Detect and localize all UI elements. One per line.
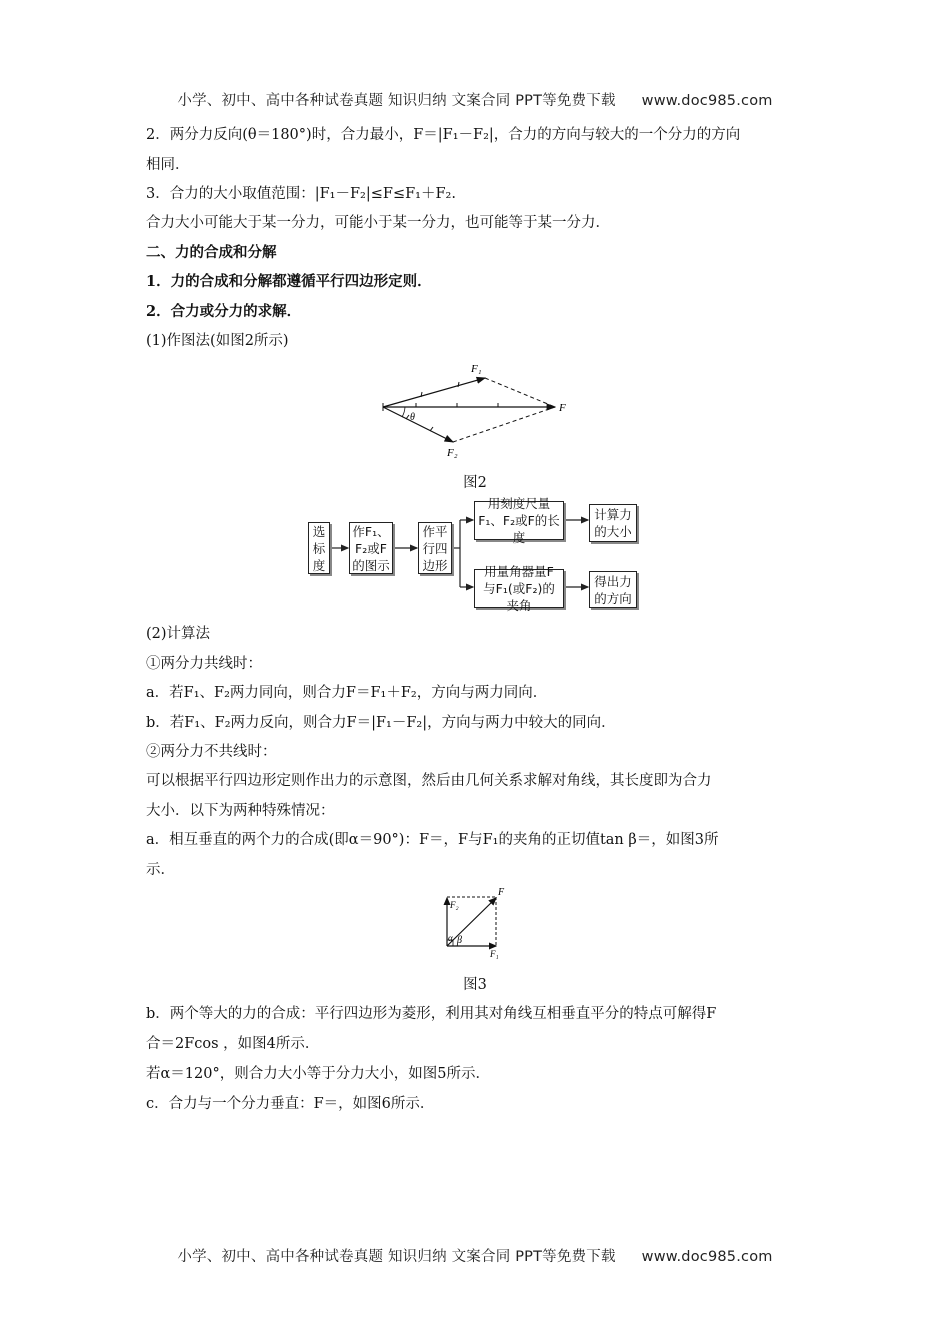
text-line-10: ①两分力共线时：: [146, 656, 262, 672]
text-line-21: c．合力与一个分力垂直：F＝，如图6所示．: [146, 1096, 435, 1112]
text-line-11: a．若F₁、F₂两力同向，则合力F＝F₁＋F₂，方向与两力同向．: [146, 685, 548, 701]
flow-result-direction: 得出力的方向: [589, 571, 637, 608]
section-heading: 二、力的合成和分解: [146, 244, 277, 261]
label-f1: F₁: [471, 363, 482, 375]
text-line-14: 可以根据平行四边形定则作出力的示意图，然后由几何关系求解对角线，其长度即为合力: [146, 773, 712, 789]
flow-step-select-scale: 选标度: [308, 522, 330, 574]
figure-2-caption: 图2: [463, 475, 487, 491]
figure-3-diagram: [440, 886, 510, 958]
text-line-9: (2)计算法: [146, 626, 211, 642]
footer-text: 小学、初中、高中各种试卷真题 知识归纳 文案合同 PPT等免费下载: [177, 1249, 616, 1265]
figure-3-caption: 图3: [463, 977, 487, 993]
flowchart-arrows: [300, 495, 650, 615]
footer-site-link[interactable]: www.doc985.com: [641, 1249, 773, 1265]
text-line-4: 合力大小可能大于某一分力，可能小于某一分力，也可能等于某一分力．: [146, 215, 610, 231]
label-f: F: [559, 402, 566, 414]
flow-branch-measure-length: 用刻度尺量F₁、F₂或F的长度: [474, 501, 564, 540]
text-line-18: b．两个等大的力的合成：平行四边形为菱形，利用其对角线互相垂直平分的特点可解得F: [146, 1006, 717, 1022]
header-text: 小学、初中、高中各种试卷真题 知识归纳 文案合同 PPT等免费下载: [177, 93, 616, 109]
label-f2: F₂: [447, 447, 458, 459]
text-line-20: 若α＝120°，则合力大小等于分力大小，如图5所示．: [146, 1066, 490, 1082]
label-f2: F₂: [450, 900, 459, 910]
figure-2-diagram: [375, 360, 585, 460]
flow-step-draw-forces: 作F₁、F₂或F的图示: [349, 522, 393, 574]
text-line-1: 2．两分力反向(θ＝180°)时，合力最小，F＝|F₁－F₂|，合力的方向与较大的一个分力的方向: [146, 127, 741, 143]
text-line-13: ②两分力不共线时：: [146, 744, 277, 760]
flow-result-magnitude: 计算力的大小: [589, 504, 637, 542]
text-line-8: (1)作图法(如图2所示): [146, 333, 289, 349]
theta-arc: [402, 407, 405, 417]
label-beta: β: [457, 935, 462, 946]
text-line-3: 3．合力的大小取值范围：|F₁－F₂|≤F≤F₁＋F₂.: [146, 186, 456, 202]
label-theta: θ: [410, 412, 415, 423]
page-header: [0, 89, 950, 110]
text-line-7: 2．合力或分力的求解．: [146, 303, 302, 320]
flow-step-draw-parallelogram: 作平行四边形: [418, 522, 452, 574]
label-f1: F₁: [490, 949, 499, 959]
label-f: F: [498, 887, 505, 898]
dashed-edge-top: [485, 378, 555, 407]
text-line-15: 大小．以下为两种特殊情况：: [146, 803, 335, 819]
label-alpha: α: [448, 933, 453, 943]
text-line-2: 相同．: [146, 157, 190, 173]
text-line-6: 1．力的合成和分解都遵循平行四边形定则．: [146, 273, 432, 290]
text-line-19: 合＝2Fcos ，如图4所示．: [146, 1036, 320, 1052]
text-line-17: 示．: [146, 862, 175, 878]
flow-branch-measure-angle: 用量角器量F与F₁(或F₂)的夹角: [474, 569, 564, 608]
f2-vector: [383, 407, 453, 442]
header-site-link[interactable]: www.doc985.com: [641, 93, 773, 109]
text-line-12: b．若F₁、F₂两力反向，则合力F＝|F₁－F₂|，方向与两力中较大的同向．: [146, 715, 616, 731]
dashed-edge-bottom: [453, 407, 555, 442]
page-footer: [0, 1245, 950, 1266]
text-line-16: a．相互垂直的两个力的合成(即α＝90°)：F＝，F与F₁的夹角的正切值tan β＝，如图3所: [146, 832, 719, 848]
f1-vector: [383, 378, 485, 407]
